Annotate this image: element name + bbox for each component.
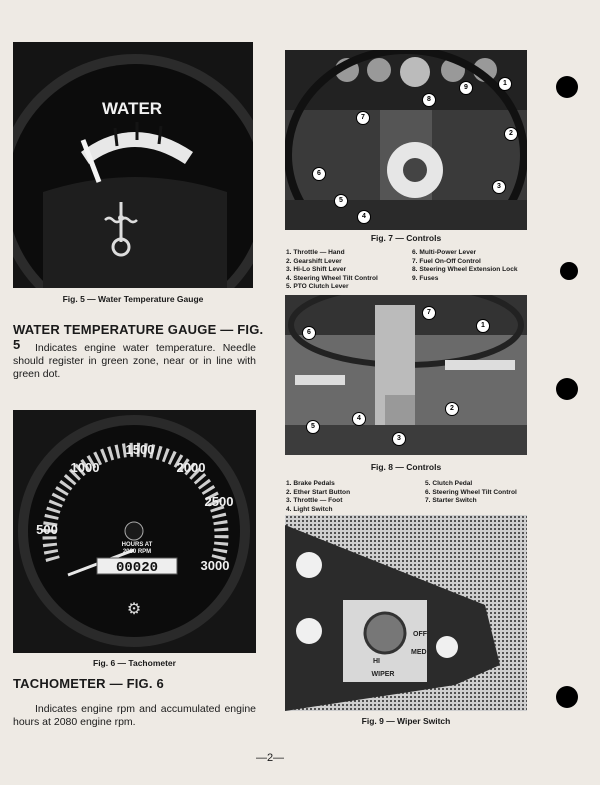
fig8-callout-3: 3 <box>392 432 406 446</box>
wiper-switch-off: OFF <box>413 631 427 638</box>
fig7-callout-5: 5 <box>334 194 348 208</box>
fig6-caption: Fig. 6 — Tachometer <box>93 658 176 668</box>
water-gauge-photo <box>13 42 253 288</box>
fig7-callout-3: 3 <box>492 180 506 194</box>
tachometer-body: Indicates engine rpm and accumulated engine hours at 2080 engine rpm. <box>13 703 256 728</box>
binder-hole <box>556 76 578 98</box>
binder-hole <box>556 378 578 400</box>
fig8-legend-item: 4. Light Switch <box>286 505 333 513</box>
fig8-callout-4: 4 <box>352 412 366 426</box>
wiper-switch-hi: HI <box>373 658 380 665</box>
fig7-callout-6: 6 <box>312 167 326 181</box>
wiper-switch-illustration <box>285 515 527 711</box>
tach-hours-label: HOURS AT 2080 RPM <box>121 542 153 555</box>
fig7-callout-1: 1 <box>498 77 512 91</box>
fig7-legend-item: 9. Fuses <box>412 274 439 282</box>
tachometer-photo <box>13 410 256 653</box>
fig8-callout-6: 6 <box>302 326 316 340</box>
fig8-legend-item: 7. Starter Switch <box>425 497 477 505</box>
fig8-callout-1: 1 <box>476 319 490 333</box>
fig8-legend-item: 2. Ether Start Button <box>286 488 351 496</box>
tach-number-3000: 3000 <box>200 558 230 573</box>
fig7-legend-right <box>412 249 528 283</box>
water-gauge-illustration <box>13 42 253 288</box>
wiper-switch-med: MED <box>411 649 427 656</box>
fig7-callout-9: 9 <box>459 81 473 95</box>
tach-number-500: 500 <box>36 522 58 537</box>
fig7-legend-item: 1. Throttle — Hand <box>286 249 345 256</box>
fig9-caption: Fig. 9 — Wiper Switch <box>361 716 451 726</box>
fig8-legend-item: 3. Throttle — Foot <box>286 497 343 505</box>
fig7-legend-item: 5. PTO Clutch Lever <box>286 283 349 291</box>
fig7-legend-item: 2. Gearshift Lever <box>286 257 342 265</box>
binder-hole <box>560 262 578 280</box>
fig7-callout-7: 7 <box>356 111 370 125</box>
fig7-legend-item: 6. Multi-Power Lever <box>412 249 477 256</box>
fig8-legend-right <box>425 480 530 506</box>
water-dial-label: WATER <box>101 99 163 118</box>
controls-illustration-fig7 <box>285 50 527 230</box>
fig8-legend-left <box>286 480 416 514</box>
tachometer-illustration <box>13 410 256 653</box>
tach-number-2000: 2000 <box>176 460 206 475</box>
fig8-legend-item: 6. Steering Wheel Tilt Control <box>425 488 517 496</box>
fig7-legend-left <box>286 249 416 292</box>
fig8-callout-2: 2 <box>445 402 459 416</box>
fig5-caption: Fig. 5 — Water Temperature Gauge <box>62 294 204 304</box>
fig7-callout-8: 8 <box>422 93 436 107</box>
tach-number-1000: 1000 <box>70 460 100 475</box>
wiper-plate-label: WIPER <box>371 671 395 678</box>
fig7-legend-item: 7. Fuel On-Off Control <box>412 257 481 265</box>
controls-photo-fig7 <box>285 50 527 230</box>
fig7-callout-2: 2 <box>504 127 518 141</box>
water-temp-heading: WATER TEMPERATURE GAUGE — FIG. 5 <box>13 322 264 352</box>
fig8-callout-7: 7 <box>422 306 436 320</box>
wiper-switch-photo <box>285 515 527 711</box>
fig8-caption: Fig. 8 — Controls <box>370 462 442 472</box>
water-temp-body: Indicates engine water temperature. Needle should register in green zone, near or in line with green dot. <box>13 342 256 380</box>
controls-illustration-fig8 <box>285 295 527 455</box>
tach-number-1500: 1500 <box>125 442 155 457</box>
fig8-legend-item: 5. Clutch Pedal <box>425 480 473 487</box>
fig8-callout-5: 5 <box>306 420 320 434</box>
fig7-caption: Fig. 7 — Controls <box>370 233 442 243</box>
fig7-legend-item: 8. Steering Wheel Extension Lock <box>412 266 518 274</box>
tach-number-2500: 2500 <box>204 494 234 509</box>
fig8-legend-item: 1. Brake Pedals <box>286 480 335 487</box>
svg-text:⚙: ⚙ <box>126 601 142 618</box>
tachometer-heading: TACHOMETER — FIG. 6 <box>13 676 164 691</box>
page-number: —2— <box>255 752 285 764</box>
tach-odometer: 00020 <box>115 560 159 576</box>
fig7-legend-item: 4. Steering Wheel Tilt Control <box>286 274 378 282</box>
controls-photo-fig8 <box>285 295 527 455</box>
fig7-callout-4: 4 <box>357 210 371 224</box>
fig7-legend-item: 3. Hi-Lo Shift Lever <box>286 266 347 274</box>
binder-hole <box>556 686 578 708</box>
